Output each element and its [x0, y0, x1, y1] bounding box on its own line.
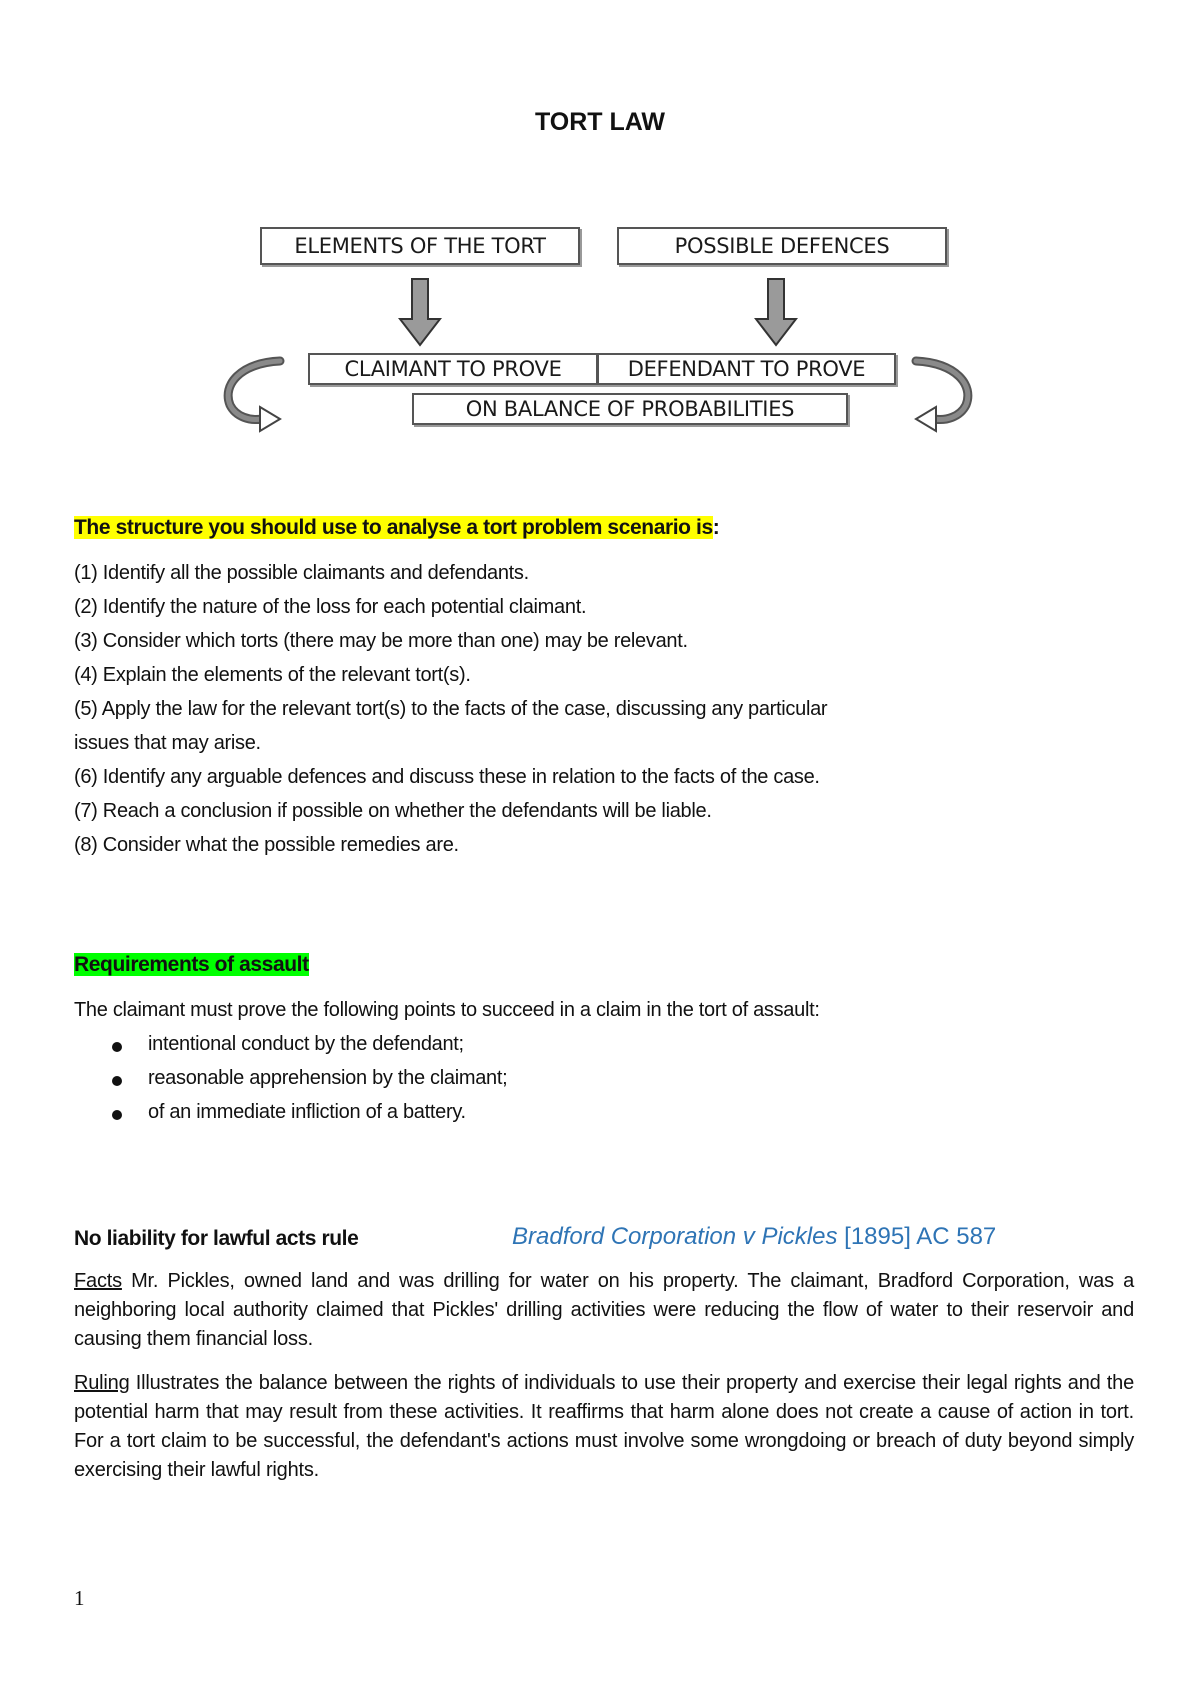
structure-heading: [74, 516, 719, 540]
step-5-continued: issues that may arise.: [74, 732, 261, 754]
step-2: (2) Identify the nature of the loss for each potential claimant.: [74, 596, 587, 618]
bullet-icon: [112, 1110, 122, 1120]
case-heading-row: [74, 1223, 1134, 1257]
step-4: (4) Explain the elements of the relevant tort(s).: [74, 664, 471, 686]
case-citation: [512, 1223, 996, 1251]
structure-heading-text: The structure you should use to analyse a tort problem scenario is: [74, 516, 713, 539]
assault-bullet-3: [74, 1101, 974, 1129]
facts-paragraph: [74, 1267, 1134, 1354]
step-8: (8) Consider what the possible remedies are.: [74, 834, 459, 856]
down-arrow-right: [754, 277, 798, 347]
bullet-icon: [112, 1076, 122, 1086]
ruling-text: Illustrates the balance between the rights of individuals to use their property and exercise their legal rights and the potential harm that may result from these activities. It reaffirms that harm alone does not create a cause of action in tort. For a tort claim to be successful, the defendant's actions must involve some wrongdoing or breach of duty beyond simply exercising their lawful rights.: [74, 1372, 1134, 1481]
step-7: (7) Reach a conclusion if possible on whether the defendants will be liable.: [74, 800, 712, 822]
assault-bullet-1: [74, 1033, 974, 1061]
facts-label: Facts: [74, 1270, 122, 1292]
bullet-text: intentional conduct by the defendant;: [148, 1033, 464, 1055]
step-6: (6) Identify any arguable defences and discuss these in relation to the facts of the case.: [74, 766, 820, 788]
balance-of-probabilities-box: ON BALANCE OF PROBABILITIES: [412, 393, 848, 425]
bullet-text: reasonable apprehension by the claimant;: [148, 1067, 508, 1089]
down-arrow-left: [398, 277, 442, 347]
structure-heading-colon: :: [712, 516, 720, 539]
assault-bullet-2: [74, 1067, 974, 1095]
ruling-paragraph: [74, 1369, 1134, 1485]
defendant-to-prove-box: DEFENDANT TO PROVE: [598, 353, 896, 385]
assault-heading-text: Requirements of assault: [74, 953, 309, 976]
curved-arrow-left-icon: [220, 355, 286, 433]
step-1: (1) Identify all the possible claimants and defendants.: [74, 562, 529, 584]
rule-label: No liability for lawful acts rule: [74, 1227, 359, 1250]
case-reference: [1895] AC 587: [837, 1223, 997, 1250]
bullet-text: of an immediate infliction of a battery.: [148, 1101, 466, 1123]
assault-heading: [74, 953, 309, 977]
bullet-icon: [112, 1042, 122, 1052]
assault-intro: The claimant must prove the following points to succeed in a claim in the tort of assault:: [74, 999, 820, 1021]
claimant-to-prove-box: CLAIMANT TO PROVE: [308, 353, 598, 385]
page-title: TORT LAW: [534, 108, 666, 136]
ruling-label: Ruling: [74, 1372, 130, 1394]
step-5: (5) Apply the law for the relevant tort(s) to the facts of the case, discussing any particular: [74, 698, 828, 720]
curved-arrow-right-icon: [910, 355, 976, 433]
possible-defences-box: POSSIBLE DEFENCES: [617, 227, 947, 265]
tort-diagram: [220, 215, 990, 435]
facts-text: Mr. Pickles, owned land and was drilling for water on his property. The claimant, Bradford Corporation, was a neighboring local authority claimed that Pickles' drilling activities were reducing the flow of water to their reservoir and causing them financial loss.: [74, 1270, 1134, 1350]
elements-of-tort-box: ELEMENTS OF THE TORT: [260, 227, 580, 265]
page-number: 1: [74, 1586, 85, 1610]
step-3: (3) Consider which torts (there may be more than one) may be relevant.: [74, 630, 688, 652]
case-name: Bradford Corporation v Pickles: [512, 1223, 838, 1250]
